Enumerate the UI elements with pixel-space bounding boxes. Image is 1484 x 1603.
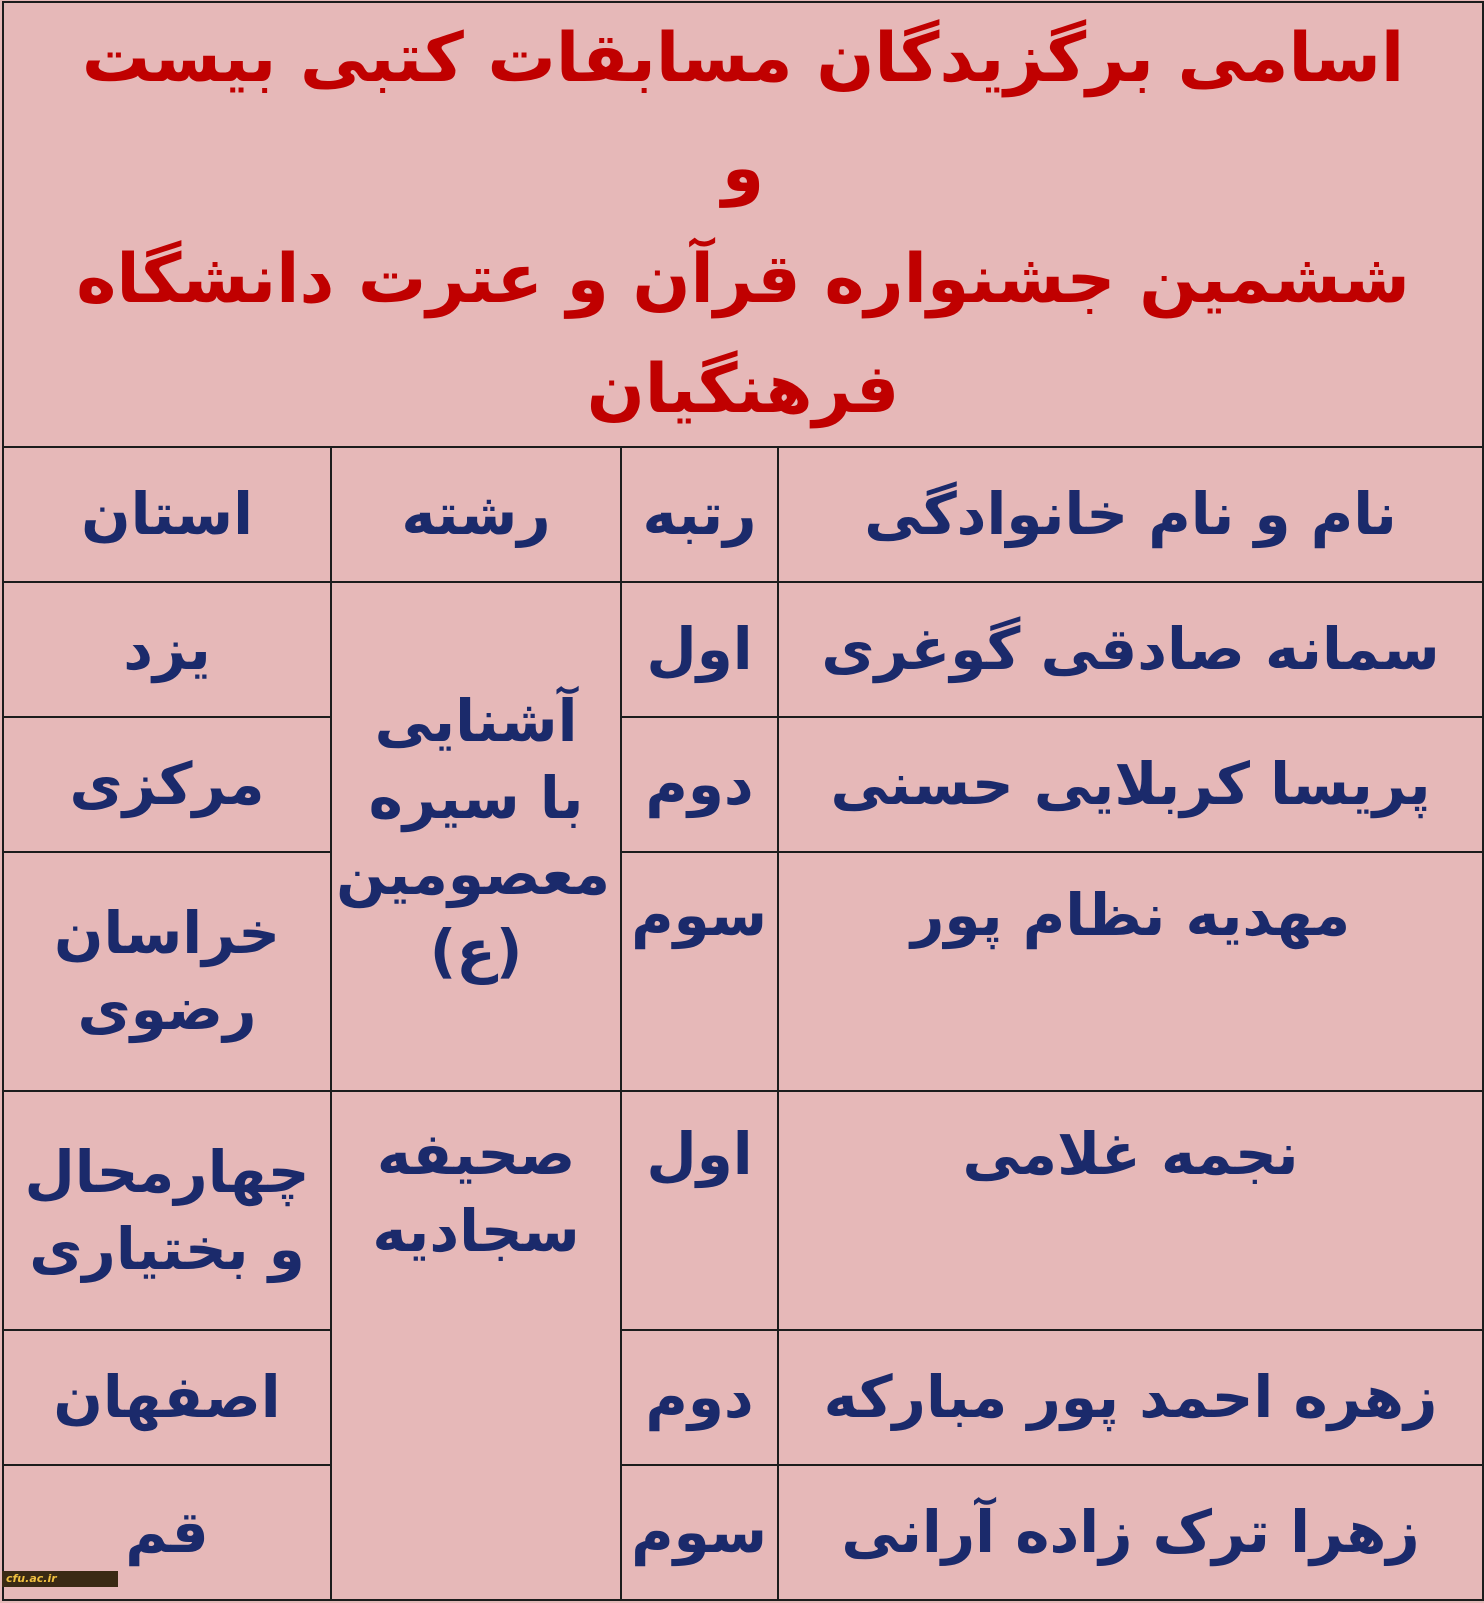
province-cell: [3, 1091, 331, 1330]
source-watermark: cfu.ac.ir: [2, 1571, 118, 1587]
province-cell: [3, 582, 331, 717]
name-cell: سمانه صادقی گوغری: [778, 582, 1483, 717]
rank-cell: اول: [621, 1091, 778, 1330]
table-row: [3, 1465, 1483, 1600]
field-line: سجادیه: [372, 1196, 580, 1265]
field-line: معصومین: [336, 840, 611, 909]
header-row: [3, 447, 1483, 582]
page-frame: [0, 1, 1484, 1603]
winners-table: [2, 1, 1484, 1601]
name-cell: نجمه غلامی: [778, 1091, 1483, 1330]
table-title: [3, 2, 1483, 447]
province-line: یزد: [123, 615, 211, 684]
province-line: رضوی: [77, 975, 257, 1044]
province-line: قم: [125, 1498, 209, 1567]
header-province: استان: [3, 447, 331, 582]
field-line: صحیفه: [376, 1119, 576, 1188]
field-cell: [331, 1091, 621, 1600]
field-line: (ع): [429, 917, 523, 986]
table-row: [3, 852, 1483, 1091]
province-line: اصفهان: [53, 1363, 281, 1432]
rank-cell: دوم: [621, 1330, 778, 1465]
rank-cell: اول: [621, 582, 778, 717]
name-cell: زهرا ترک زاده آرانی: [778, 1465, 1483, 1600]
table-row: [3, 1330, 1483, 1465]
title-line-2: ششمین جشنواره قرآن و عترت دانشگاه: [76, 239, 1410, 319]
title-line-3: فرهنگیان: [586, 349, 900, 429]
header-field: رشته: [331, 447, 621, 582]
rank-cell: سوم: [621, 852, 778, 1091]
province-cell: [3, 852, 331, 1091]
province-cell: [3, 1330, 331, 1465]
table-row: [3, 717, 1483, 852]
name-cell: زهره احمد پور مبارکه: [778, 1330, 1483, 1465]
province-line: مرکزی: [69, 749, 265, 818]
province-line: و بختیاری: [29, 1214, 305, 1283]
field-line: آشنایی: [374, 687, 578, 756]
title-line-1: اسامی برگزیدگان مسابقات کتبی بیست و: [81, 19, 1405, 209]
province-cell: [3, 717, 331, 852]
header-name: نام و نام خانوادگی: [778, 447, 1483, 582]
table-row: [3, 582, 1483, 717]
header-rank: رتبه: [621, 447, 778, 582]
field-cell: [331, 582, 621, 1091]
rank-cell: دوم: [621, 717, 778, 852]
field-line: با سیره: [368, 763, 584, 832]
province-line: خراسان: [53, 898, 281, 967]
table-row: [3, 1091, 1483, 1330]
name-cell: مهدیه نظام پور: [778, 852, 1483, 1091]
province-line: چهارمحال: [24, 1138, 310, 1207]
rank-cell: سوم: [621, 1465, 778, 1600]
name-cell: پریسا کربلایی حسنی: [778, 717, 1483, 852]
